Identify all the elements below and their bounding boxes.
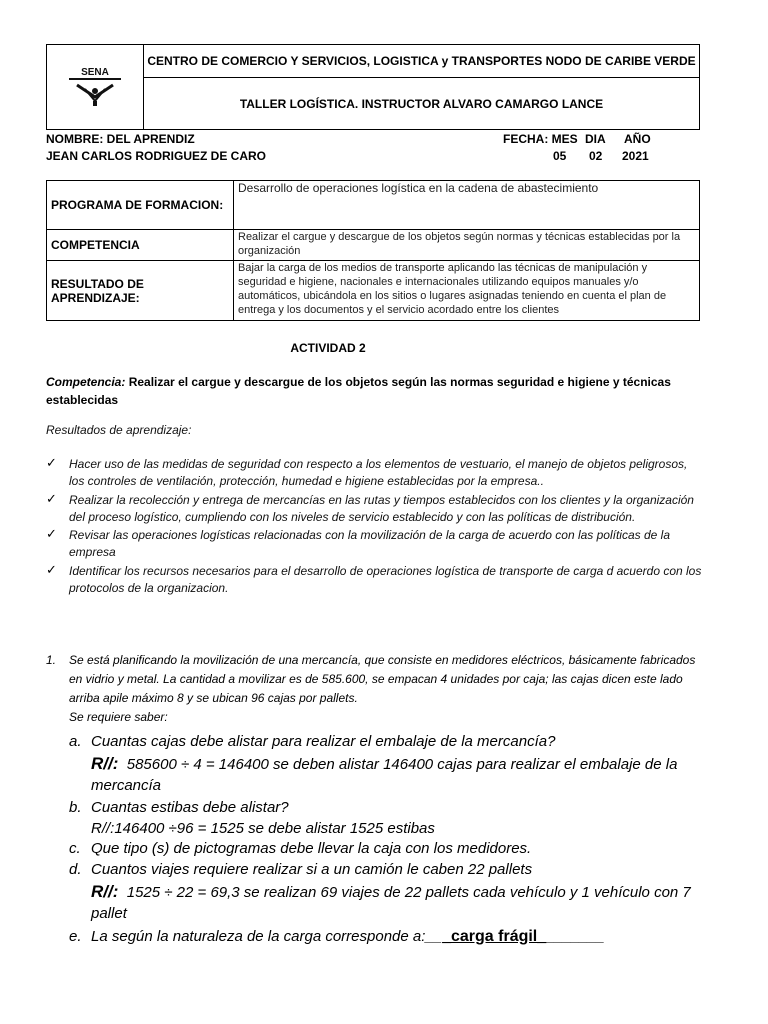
check-icon: ✓ [46, 526, 57, 541]
item-a-question: Cuantas cajas debe alistar para realizar el embalaje de la mercancía? [91, 733, 556, 750]
item-e-text: La según la naturaleza de la carga corresponde a: [91, 928, 426, 945]
date-day-label: DIA [585, 132, 606, 146]
competencia-text-line2: establecidas [46, 393, 119, 407]
program-key: PROGRAMA DE FORMACION: [47, 181, 234, 230]
item-letter-e: e. [69, 928, 82, 945]
check-icon: ✓ [46, 491, 57, 506]
name-label: NOMBRE: DEL APRENDIZ [46, 132, 195, 146]
check-icon: ✓ [46, 562, 57, 577]
program-value: Desarrollo de operaciones logística en la cadena de abastecimiento [234, 181, 700, 230]
date-month-label: FECHA: MES [503, 132, 578, 146]
date-year-label: AÑO [624, 132, 651, 146]
question-statement [69, 651, 729, 727]
program-table [46, 180, 700, 321]
workshop-title: TALLER LOGÍSTICA. INSTRUCTOR ALVARO CAMARGO LANCE [239, 96, 604, 111]
list-item [69, 527, 724, 561]
item-e-question [91, 926, 605, 947]
answer-blank: _______ [546, 928, 605, 945]
competencia-key: COMPETENCIA [47, 230, 234, 261]
result-line: Revisar las operaciones logísticas relacionadas con la movilización de la carga de acuerdo con las políticas de la [69, 528, 670, 542]
question-number: 1. [46, 653, 57, 667]
competencia-paragraph [46, 373, 726, 409]
date-year: 2021 [622, 149, 649, 163]
question-line: Se está planificando la movilización de una mercancía, que consiste en medidores eléctricos, básicamente fabricados [69, 653, 696, 667]
item-letter-c: c. [69, 840, 81, 857]
check-icon: ✓ [46, 455, 57, 470]
answer-blank: __ [425, 928, 443, 945]
result-line: del proceso logístico, cumpliendo con los niveles de servicio establecido y con las políticas de distribución. [69, 510, 636, 524]
logo-cell [47, 45, 144, 129]
item-a-answer [91, 753, 723, 796]
logo-text: SENA [81, 67, 109, 78]
header-table [46, 44, 700, 130]
result-line: Realizar la recolección y entrega de mercancías en las rutas y tiempos establecidos con los clientes y la organización [69, 493, 694, 507]
result-line: empresa [69, 545, 116, 559]
question-line: en vidrio y metal. La cantidad a movilizar es de 585.600, se empacan 4 unidades por caja; las cajas dicen este lado [69, 672, 683, 686]
item-c-question: Que tipo (s) de pictogramas debe llevar la caja con los medidores. [91, 840, 532, 857]
item-d-question: Cuantos viajes requiere realizar si a un camión le caben 22 pallets [91, 861, 533, 878]
date-month: 05 [553, 149, 567, 163]
item-letter-d: d. [69, 861, 82, 878]
table-row [47, 230, 700, 261]
activity-title: ACTIVIDAD 2 [290, 341, 366, 355]
answer-label: R//: [91, 754, 119, 773]
competencia-value: Realizar el cargue y descargue de los objetos según normas y técnicas establecidas por la organización [234, 230, 700, 261]
resultado-key: RESULTADO DE APRENDIZAJE: [47, 261, 234, 321]
results-heading: Resultados de aprendizaje: [46, 423, 192, 437]
center-name: CENTRO DE COMERCIO Y SERVICIOS, LOGISTICA y TRANSPORTES NODO DE CARIBE VERDE [144, 45, 699, 78]
list-item [69, 456, 724, 490]
date-day: 02 [589, 149, 603, 163]
answer-line: 585600 ÷ 4 = 146400 se deben alistar 146400 cajas para realizar el embalaje de la [126, 756, 678, 773]
competencia-text-line1: Realizar el cargue y descargue de los objetos según las normas seguridad e higiene y técnicas [128, 375, 671, 389]
competencia-label: Competencia: [46, 375, 126, 389]
item-b-answer: R//:146400 ÷96 = 1525 se debe alistar 1525 estibas [91, 820, 435, 837]
item-d-answer [91, 881, 723, 924]
resultado-value: Bajar la carga de los medios de transporte aplicando las técnicas de manipulación y seguridad e higiene, nacionales e internacionales utilizando equipos manuales y/o automáticos, ubicándola en los sitios o lugares asignadas teniendo en cuenta el plan de entrega y los documentos y el servicio acordado entre los clientes [234, 261, 700, 321]
sena-logo-icon [47, 45, 143, 129]
item-b-question: Cuantas estibas debe alistar? [91, 799, 289, 816]
answer-label: R//: [91, 882, 119, 901]
question-line: Se requiere saber: [69, 710, 168, 724]
table-row [47, 181, 700, 230]
list-item [69, 492, 724, 526]
result-line: protocolos de la organizacion. [69, 581, 229, 595]
item-letter-a: a. [69, 733, 82, 750]
table-row [47, 261, 700, 321]
answer-line: 1525 ÷ 22 = 69,3 se realizan 69 viajes de 22 pallets cada vehículo y 1 vehículo con 7 [126, 884, 691, 901]
question-line: arriba apile máximo 8 y se ubican 96 cajas por pallets. [69, 691, 358, 705]
result-line: los controles de ventilación, protección, humedad e higiene establecidas por la empresa.. [69, 474, 544, 488]
result-line: Hacer uso de las medidas de seguridad con respecto a los elementos de vestuario, el manejo de objetos peligrosos, [69, 457, 688, 471]
item-letter-b: b. [69, 799, 82, 816]
answer-line: pallet [91, 905, 127, 922]
item-e-answer: _carga frágil_ [442, 928, 547, 945]
name-value: JEAN CARLOS RODRIGUEZ DE CARO [46, 149, 267, 163]
answer-line: mercancía [91, 777, 162, 794]
list-item [69, 563, 724, 597]
result-line: Identificar los recursos necesarios para el desarrollo de operaciones logística de transporte de carga d acuerdo con los [69, 564, 702, 578]
